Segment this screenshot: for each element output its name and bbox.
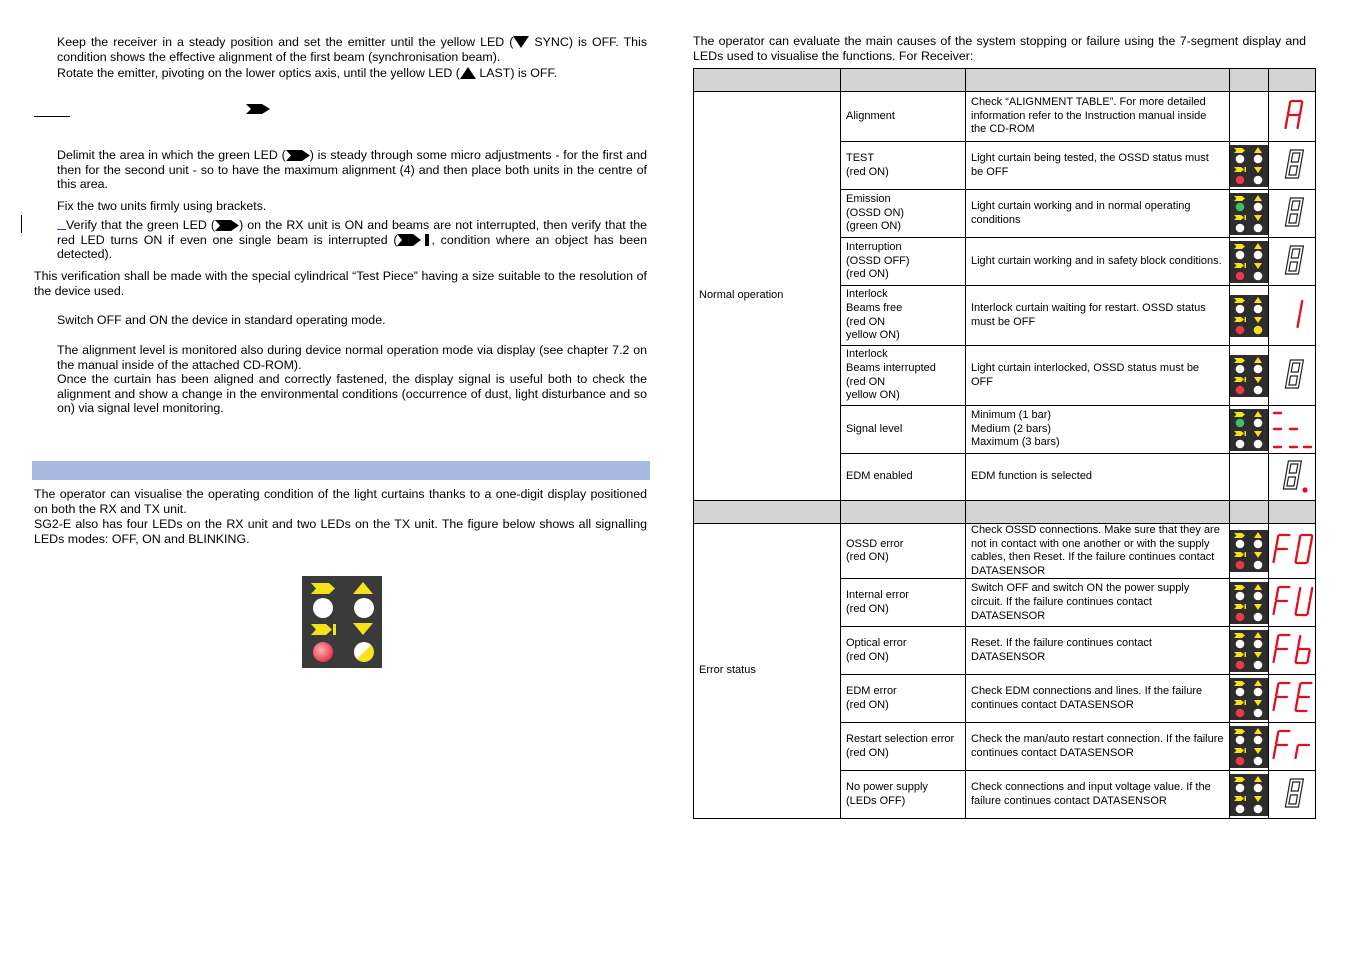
instruction-text: SYNC) is OFF. This condition shows the effective alignment of the first beam (synchronisation beam). — [57, 35, 648, 64]
instruction-fix: Fix the two units firmly using brackets. — [57, 199, 267, 213]
triangle-down-led-icon — [353, 623, 373, 635]
group-label: Normal operation — [694, 92, 841, 501]
change-bar — [21, 215, 22, 233]
verification-note: This verification shall be made with the special cylindrical “Test Piece” having a size suitable to the resolution of the device used. — [34, 269, 647, 298]
instruction-last — [57, 66, 647, 81]
seven-segment-display-icon — [1271, 99, 1313, 135]
seven-segment-display-icon — [1271, 298, 1313, 334]
triangle-up-icon — [460, 67, 476, 79]
chevron-arrow-icon — [286, 150, 310, 161]
triangle-down-icon — [513, 36, 529, 48]
led-cell — [1230, 346, 1269, 406]
instruction-text: Verify that the green LED ( — [66, 218, 216, 232]
seven-segment-display-icon — [1270, 681, 1314, 717]
led-status-icon — [1230, 530, 1268, 572]
alignment-usage: Once the curtain has been aligned and correctly fastened, the display signal is useful both to check the alignment and show a change in the environmental conditions (occurrence of dust, light disturbance and so on) via signal level monitoring. — [57, 372, 647, 416]
condition-cell: Interlock Beams interrupted (red ON yellow ON) — [841, 346, 966, 406]
led-status-icon — [1230, 409, 1268, 451]
led-cell — [1230, 238, 1269, 286]
seven-segment-display-icon — [1271, 777, 1313, 813]
receiver-intro: The operator can evaluate the main causes of the system stopping or failure using the 7-segment display and LEDs used to visualise the functions. For Receiver: — [693, 34, 1306, 63]
chevron-bar-icon — [397, 234, 431, 246]
description-cell: Reset. If the failure continues contact DATASENSOR — [966, 627, 1230, 675]
display-cell — [1269, 142, 1316, 190]
anchor-mark — [57, 219, 66, 230]
alignment-monitoring: The alignment level is monitored also during device normal operation mode via display (see chapter 7.2 on the manual inside of the attached CD-ROM). — [57, 343, 647, 372]
description-cell: Check EDM connections and lines. If the failure continues contact DATASENSOR — [966, 675, 1230, 723]
led-panel-figure — [302, 576, 382, 668]
seven-segment-display-icon — [1271, 358, 1313, 394]
description-cell: Light curtain working and in safety block conditions. — [966, 238, 1230, 286]
led-red-icon — [313, 642, 333, 662]
led-status-icon — [1230, 726, 1268, 768]
display-cell — [1269, 771, 1316, 819]
led-cell — [1230, 675, 1269, 723]
condition-cell: EDM enabled — [841, 454, 966, 501]
display-cell — [1269, 286, 1316, 346]
display-cell — [1269, 579, 1316, 627]
chevron-arrow-icon — [246, 104, 270, 114]
description-cell: Check the man/auto restart connection. If the failure continues contact DATASENSOR — [966, 723, 1230, 771]
description-cell: Check connections and input voltage value. If the failure continues contact DATASENSOR — [966, 771, 1230, 819]
receiver-status-table — [693, 68, 1316, 819]
description-cell: Interlock curtain waiting for restart. OSSD status must be OFF — [966, 286, 1230, 346]
seven-segment-display-icon — [1271, 148, 1313, 184]
seven-segment-display-icon — [1270, 585, 1314, 621]
instruction-text: Rotate the emitter, pivoting on the lower optics axis, until the yellow LED ( — [57, 66, 460, 80]
led-cell — [1230, 406, 1269, 454]
instruction-delimit — [57, 148, 647, 192]
led-cell — [1230, 142, 1269, 190]
condition-cell: Signal level — [841, 406, 966, 454]
description-cell: EDM function is selected — [966, 454, 1230, 501]
description-cell: Switch OFF and switch ON the power supply circuit. If the failure continues contact DATASENSOR — [966, 579, 1230, 627]
table-row — [694, 524, 1316, 579]
led-cell — [1230, 524, 1269, 579]
display-cell — [1269, 454, 1316, 501]
signal-level-display-icon — [1271, 409, 1313, 451]
condition-cell: No power supply (LEDs OFF) — [841, 771, 966, 819]
led-status-icon — [1230, 774, 1268, 816]
seven-segment-display-icon — [1270, 633, 1314, 669]
seven-segment-display-icon — [1270, 729, 1314, 765]
led-off-icon — [313, 598, 333, 618]
condition-cell: Interlock Beams free (red ON yellow ON) — [841, 286, 966, 346]
display-cell — [1269, 524, 1316, 579]
led-yellow-blinking-icon — [354, 642, 374, 662]
led-cell — [1230, 286, 1269, 346]
instruction-text: Delimit the area in which the green LED ( — [57, 148, 286, 162]
led-status-icon — [1230, 678, 1268, 720]
chevron-led-icon — [311, 583, 335, 594]
instruction-sync — [57, 35, 647, 64]
led-status-icon — [1230, 630, 1268, 672]
table-row — [694, 92, 1316, 142]
condition-cell: Alignment — [841, 92, 966, 142]
led-description: SG2-E also has four LEDs on the RX unit and two LEDs on the TX unit. The figure below shows all signalling LEDs modes: OFF, ON and BLINKING. — [34, 517, 647, 546]
condition-cell: Restart selection error (red ON) — [841, 723, 966, 771]
description-cell: Check OSSD connections. Make sure that they are not in contact with one another or with the supply cables, then Reset. If the failure continues contact DATASENSOR — [966, 524, 1230, 579]
display-cell — [1269, 627, 1316, 675]
instruction-text: , condition where an object has been detected). — [57, 232, 647, 262]
led-cell — [1230, 92, 1269, 142]
led-cell — [1230, 627, 1269, 675]
display-description: The operator can visualise the operating condition of the light curtains thanks to a one-digit display positioned on both the RX and TX unit. — [34, 487, 647, 516]
display-cell — [1269, 723, 1316, 771]
description-cell: Light curtain being tested, the OSSD status must be OFF — [966, 142, 1230, 190]
condition-cell: EDM error (red ON) — [841, 675, 966, 723]
section-header-bar — [32, 461, 650, 480]
seven-segment-display-icon — [1270, 533, 1314, 569]
display-cell — [1269, 675, 1316, 723]
condition-cell: Optical error (red ON) — [841, 627, 966, 675]
display-cell — [1269, 346, 1316, 406]
table-header-row — [694, 501, 1316, 524]
instruction-text: ) on the RX unit is ON and beams are not interrupted, then verify that the red LED turns ON if even one single beam is interrupted ( — [57, 218, 647, 247]
led-cell — [1230, 454, 1269, 501]
led-status-icon — [1230, 193, 1268, 235]
instruction-verify — [57, 218, 647, 262]
led-cell — [1230, 771, 1269, 819]
led-cell — [1230, 723, 1269, 771]
table-header-row — [694, 69, 1316, 92]
display-cell — [1269, 406, 1316, 454]
instruction-text: LAST) is OFF. — [475, 66, 558, 80]
group-label: Error status — [694, 524, 841, 819]
led-cell — [1230, 190, 1269, 238]
instruction-text: Keep the receiver in a steady position and set the emitter until the yellow LED ( — [57, 35, 514, 49]
condition-cell: OSSD error (red ON) — [841, 524, 966, 579]
chevron-arrow-icon — [215, 220, 239, 231]
display-cell — [1269, 190, 1316, 238]
condition-cell: Internal error (red ON) — [841, 579, 966, 627]
led-cell — [1230, 579, 1269, 627]
seven-segment-display-icon — [1271, 244, 1313, 280]
condition-cell: Emission (OSSD ON) (green ON) — [841, 190, 966, 238]
display-cell — [1269, 92, 1316, 142]
description-cell: Light curtain interlocked, OSSD status must be OFF — [966, 346, 1230, 406]
triangle-up-led-icon — [353, 582, 373, 594]
instruction-text: ) is steady through some micro adjustments - for the first and then for the second unit - so to have the maximum alignment (4) and then place both units in the centre of this area. — [57, 148, 647, 192]
led-status-icon — [1230, 145, 1268, 187]
description-cell: Check “ALIGNMENT TABLE”. For more detailed information refer to the Instruction manual inside the CD-ROM — [966, 92, 1230, 142]
seven-segment-display-icon — [1271, 459, 1313, 495]
instruction-switch: Switch OFF and ON the device in standard operating mode. — [57, 313, 386, 327]
display-cell — [1269, 238, 1316, 286]
description-cell: Light curtain working and in normal operating conditions — [966, 190, 1230, 238]
heading-underline — [34, 116, 70, 117]
led-status-icon — [1230, 355, 1268, 397]
seven-segment-display-icon — [1271, 196, 1313, 232]
led-status-icon — [1230, 241, 1268, 283]
led-status-icon — [1230, 582, 1268, 624]
condition-cell: Interruption (OSSD OFF) (red ON) — [841, 238, 966, 286]
led-status-icon — [1230, 295, 1268, 337]
led-off-icon — [354, 598, 374, 618]
condition-cell: TEST (red ON) — [841, 142, 966, 190]
chevron-bar-led-icon — [311, 624, 336, 635]
description-cell: Minimum (1 bar) Medium (2 bars) Maximum (3 bars) — [966, 406, 1230, 454]
